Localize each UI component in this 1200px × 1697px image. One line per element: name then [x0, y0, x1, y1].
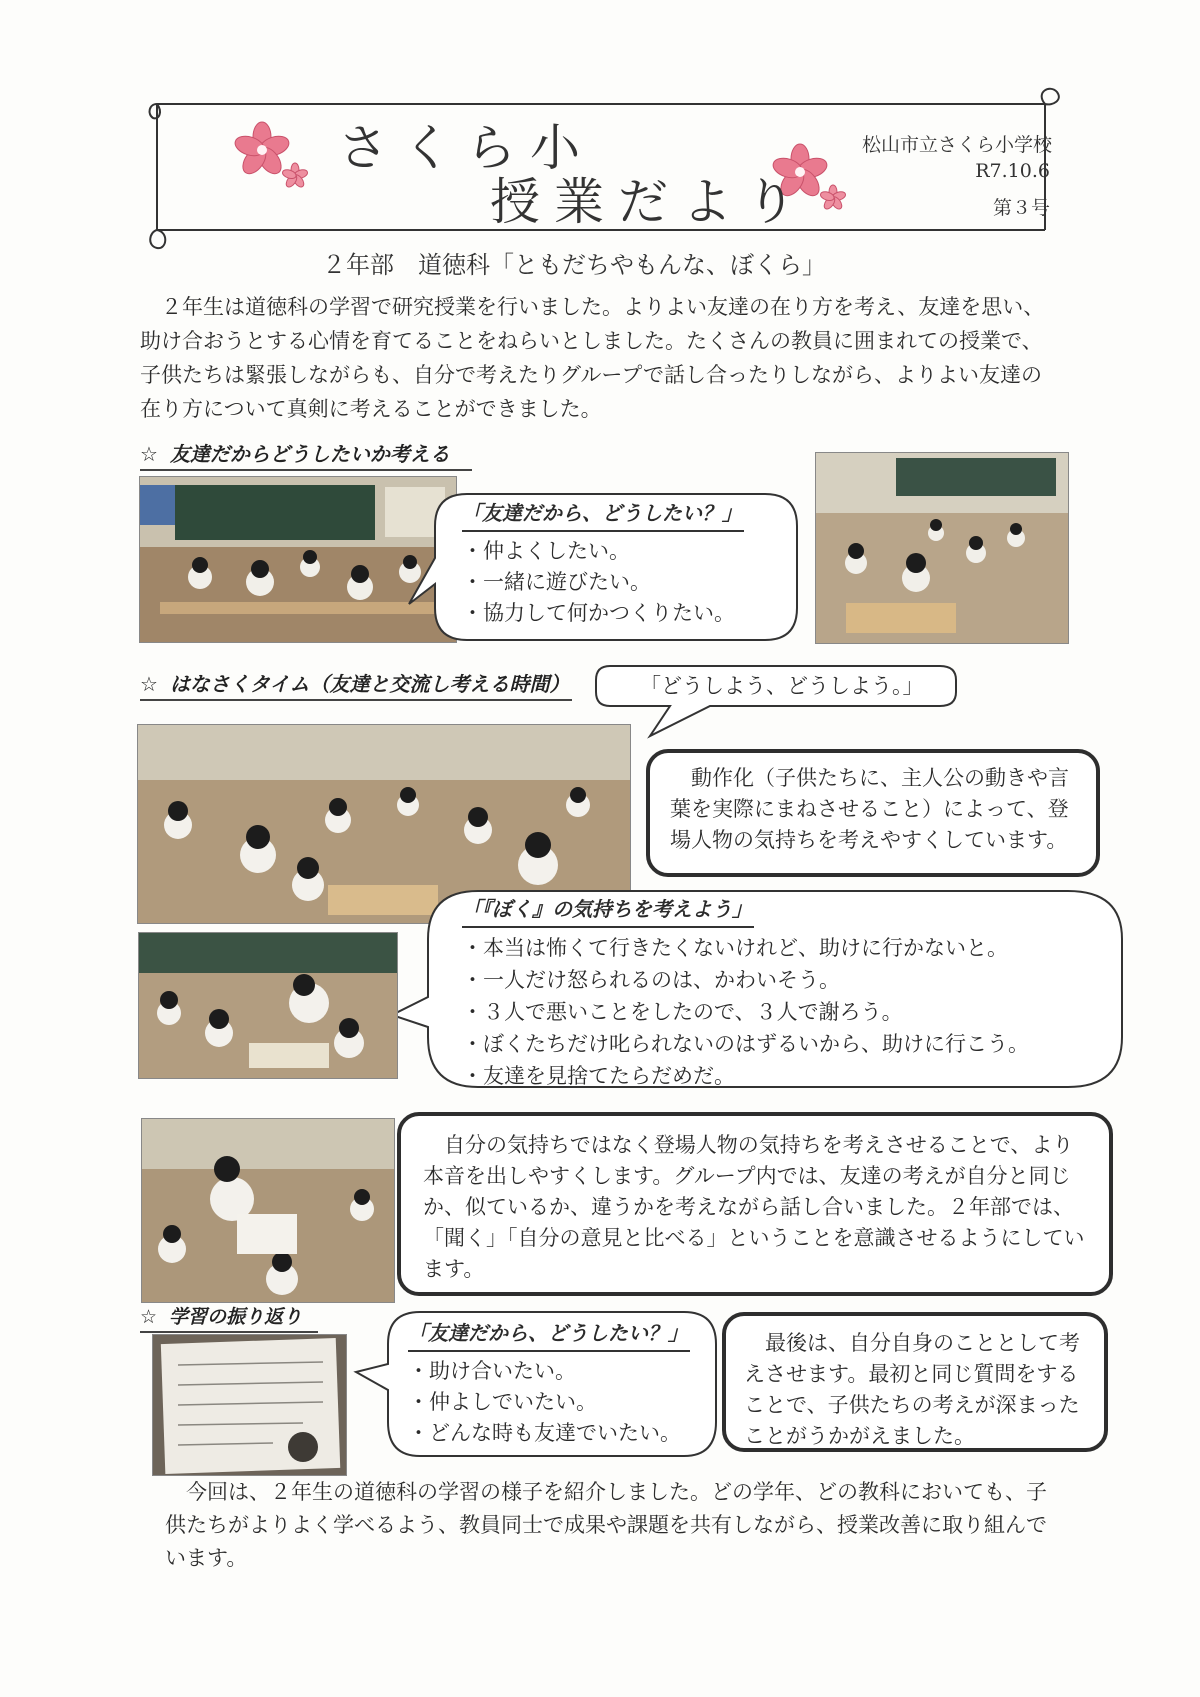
section3-heading [140, 1302, 318, 1333]
explanation-box-2-text: 自分の気持ちではなく登場人物の気持ちを考えさせることで、より本音を出しやすくします。グループ内では、友達の考えが自分と同じか、似ているか、違うかを考えながら話し合いました。２年部では、「聞く」「自分の意見と比べる」ということを意識させるようにしています。 [423, 1133, 1085, 1281]
bubble-3-title: 「『ぼく』の気持ちを考えよう」 [462, 893, 754, 928]
list-item: ・ 協力して何かつくりたい。 [462, 598, 792, 629]
list-item: ・ どんな時も友達でいたい。 [408, 1418, 708, 1449]
bubble-4-title: 「友達だから、どうしたい？」 [408, 1318, 690, 1352]
explanation-box-1-text: 動作化（子供たちに、主人公の動きや言葉を実際にまねさせること）によって、登場人物の気持ちを考えやすくしています。 [670, 766, 1069, 852]
closing-paragraph [165, 1476, 1060, 1575]
classroom-photo-5 [141, 1118, 395, 1303]
bubble-1-content [462, 498, 792, 629]
school-name: 松山市立さくら小学校 [861, 134, 1052, 156]
explanation-box-2 [397, 1112, 1113, 1296]
bubble-1-title: 「友達だから、どうしたい？」 [462, 498, 744, 532]
issue-date: R7.10.6 [975, 160, 1050, 182]
star-icon: ☆ [140, 442, 158, 466]
worksheet-photo [152, 1334, 347, 1476]
bubble-3-content [462, 893, 1102, 1092]
issue-number: 第３号 [992, 197, 1050, 219]
list-item: ・ 仲よくしたい。 [462, 536, 792, 567]
closing-text: 今回は、２年生の道徳科の学習の様子を紹介しました。どの学年、どの教科においても、子供たちがよりよく学べるよう、教員同士で成果や課題を共有しながら、授業改善に取り組んでいます。 [165, 1480, 1047, 1570]
article-subtitle: ２年部 道徳科「ともだちやもんな、ぼくら」 [322, 251, 826, 279]
classroom-photo-2 [815, 452, 1069, 644]
sakura-flower-icon [232, 118, 312, 193]
list-item: ・ ぼくたちだけ叱られないのはずるいから、助けに行こう。 [462, 1028, 1102, 1060]
list-item: ・ ３人で悪いことをしたので、３人で謝ろう。 [462, 996, 1102, 1028]
bubble-4-list [408, 1356, 708, 1449]
title-line-1: さくら小 [338, 119, 594, 177]
section1-heading [140, 438, 472, 471]
list-item: ・ 一緒に遊びたい。 [462, 567, 792, 598]
section3-heading-text: 学習の振り返り [169, 1306, 303, 1328]
list-item: ・ 助け合いたい。 [408, 1356, 708, 1387]
explanation-box-3 [722, 1312, 1108, 1452]
bubble-1-list [462, 536, 792, 629]
title-line-2: 授業だより [490, 173, 810, 231]
section2-heading-text: はなさくタイム（友達と交流し考える時間） [169, 672, 570, 696]
bubble-3-list [462, 932, 1102, 1092]
speech-2-text: 「どうしよう、どうしよう。」 [640, 674, 924, 698]
list-item: ・ 一人だけ怒られるのは、かわいそう。 [462, 964, 1102, 996]
star-icon: ☆ [140, 1306, 158, 1328]
explanation-box-3-text: 最後は、自分自身のこととして考えさせます。最初と同じ質問をすることで、子供たちの考えが深まったことがうかがえました。 [744, 1331, 1080, 1448]
section1-heading-text: 友達だからどうしたいか考える [169, 442, 450, 466]
list-item: ・ 本当は怖くて行きたくないけれど、助けに行かないと。 [462, 932, 1102, 964]
section2-heading [140, 668, 572, 701]
intro-text: ２年生は道徳科の学習で研究授業を行いました。よりよい友達の在り方を考え、友達を思い、助け合おうとする心情を育てることをねらいとしました。たくさんの教員に囲まれての授業で、子供たちは緊張しながらも、自分で考えたりグループで話し合ったりしながら、よりよい友達の在り方について真剣に考えることができました。 [140, 295, 1045, 421]
explanation-box-1 [646, 749, 1100, 877]
list-item: ・ 仲よしでいたい。 [408, 1387, 708, 1418]
intro-paragraph [140, 290, 1060, 426]
list-item: ・ 友達を見捨てたらだめだ。 [462, 1060, 1102, 1092]
classroom-photo-4 [138, 932, 398, 1079]
bubble-4-content [408, 1318, 708, 1449]
star-icon: ☆ [140, 672, 158, 696]
